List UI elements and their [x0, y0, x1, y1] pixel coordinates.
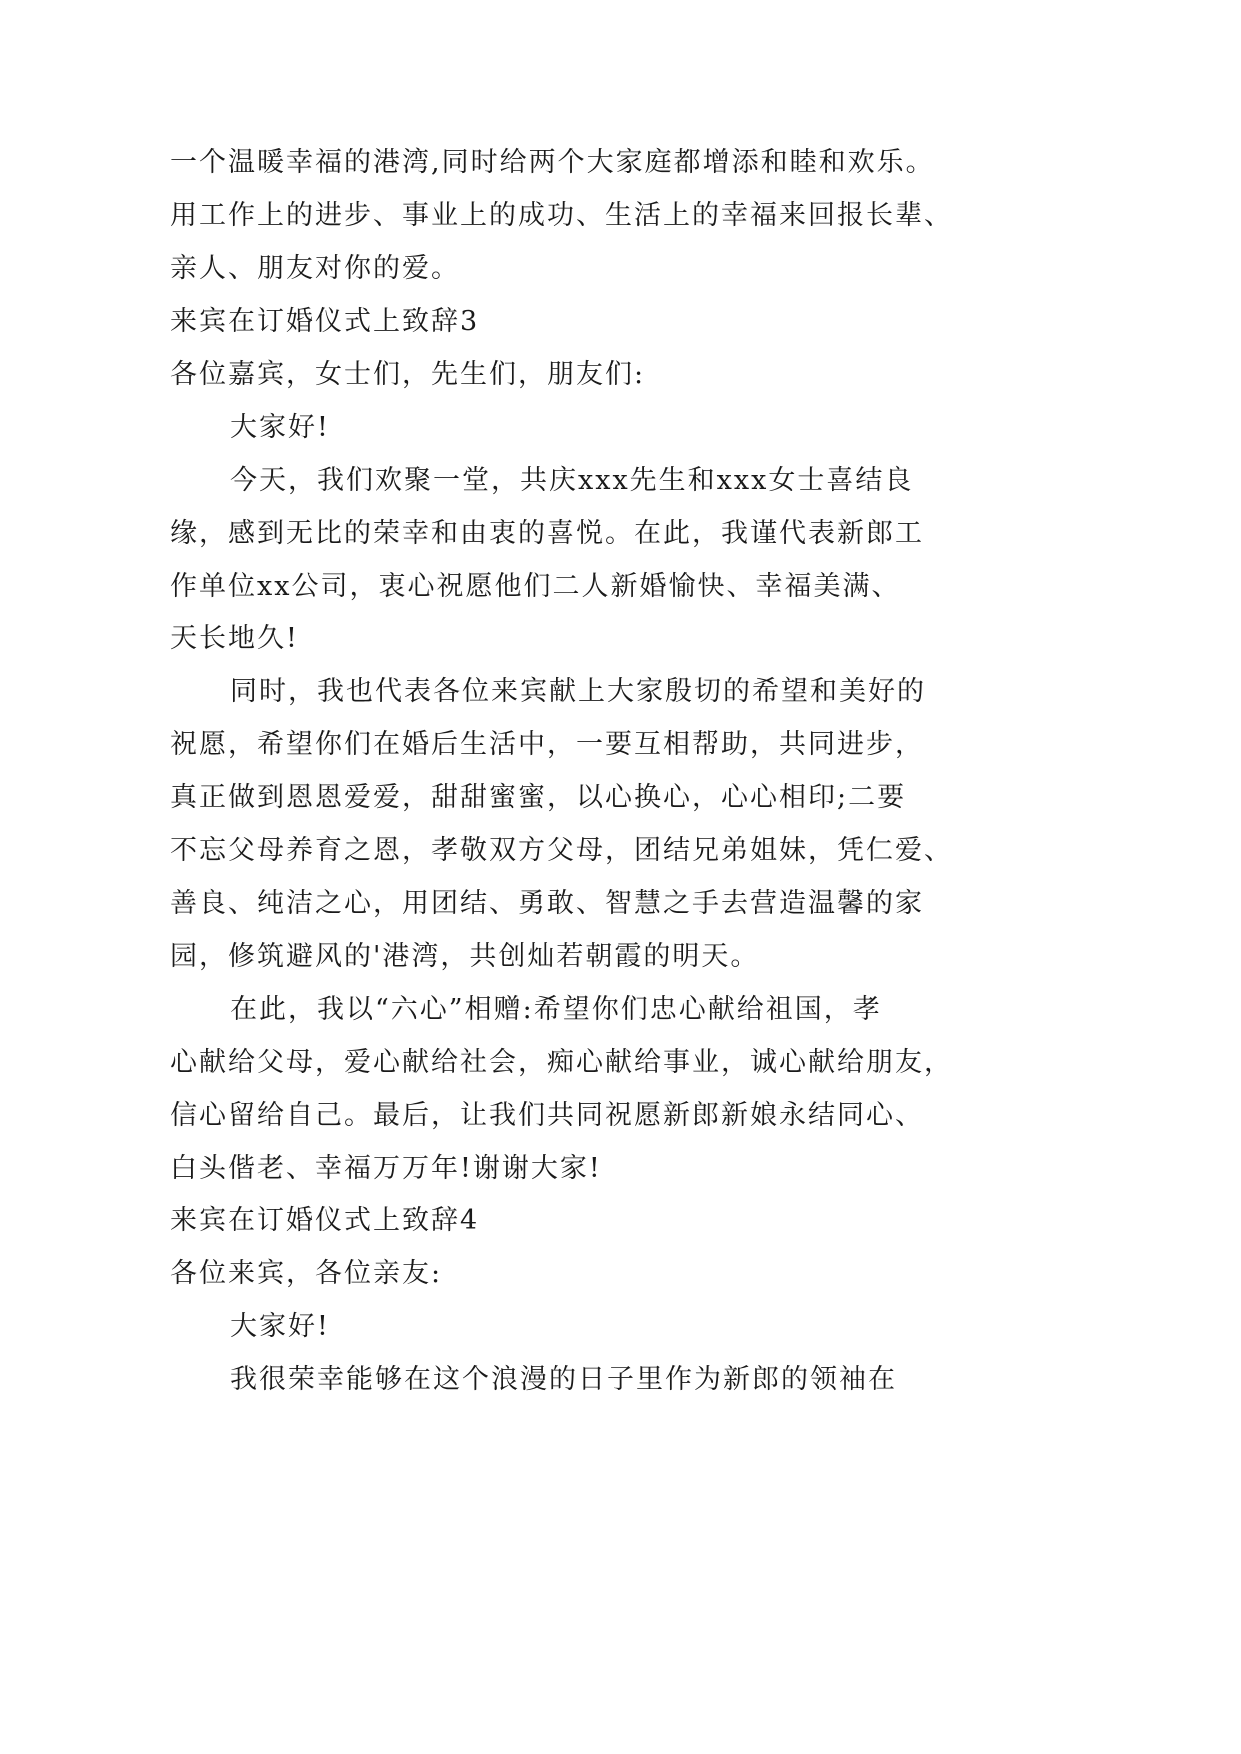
paragraph-line: 在此，我以“六心”相赠:希望你们忠心献给祖国，孝	[230, 994, 882, 1025]
paragraph-line: 作单位xx公司，衷心祝愿他们二人新婚愉快、幸福美满、	[170, 571, 901, 602]
paragraph-line: 心献给父母，爱心献给社会，痴心献给事业，诚心献给朋友，	[170, 1047, 953, 1078]
paragraph-line: 同时，我也代表各位来宾献上大家殷切的希望和美好的	[230, 676, 926, 707]
section-heading: 来宾在订婚仪式上致辞3	[170, 306, 480, 337]
paragraph-line: 不忘父母养育之恩，孝敬双方父母，团结兄弟姐妹，凭仁爱、	[170, 835, 953, 866]
paragraph-line: 白头偕老、幸福万万年!谢谢大家!	[170, 1153, 602, 1184]
paragraph-line: 善良、纯洁之心，用团结、勇敢、智慧之手去营造温馨的家	[170, 888, 924, 919]
paragraph-line: 我很荣幸能够在这个浪漫的日子里作为新郎的领袖在	[230, 1364, 897, 1395]
paragraph-line: 用工作上的进步、事业上的成功、生活上的幸福来回报长辈、	[170, 200, 953, 231]
paragraph-line: 今天，我们欢聚一堂，共庆xxx先生和xxx女士喜结良	[230, 465, 914, 496]
paragraph-line: 亲人、朋友对你的爱。	[170, 253, 460, 284]
paragraph-line: 真正做到恩恩爱爱，甜甜蜜蜜，以心换心，心心相印;二要	[170, 782, 907, 813]
paragraph-line: 园，修筑避风的'港湾，共创灿若朝霞的明天。	[170, 941, 760, 972]
greeting: 大家好!	[230, 1311, 330, 1342]
paragraph-line: 信心留给自己。最后，让我们共同祝愿新郎新娘永结同心、	[170, 1100, 924, 1131]
paragraph-line: 天长地久!	[170, 623, 299, 654]
paragraph-line: 一个温暖幸福的港湾,同时给两个大家庭都增添和睦和欢乐。	[170, 147, 935, 178]
paragraph-line: 缘，感到无比的荣幸和由衷的喜悦。在此，我谨代表新郎工	[170, 518, 924, 549]
paragraph-line: 祝愿，希望你们在婚后生活中，一要互相帮助，共同进步，	[170, 729, 924, 760]
greeting: 大家好!	[230, 412, 330, 443]
salutation: 各位嘉宾，女士们，先生们，朋友们:	[170, 359, 646, 390]
section-heading: 来宾在订婚仪式上致辞4	[170, 1205, 480, 1236]
salutation: 各位来宾，各位亲友:	[170, 1258, 443, 1289]
